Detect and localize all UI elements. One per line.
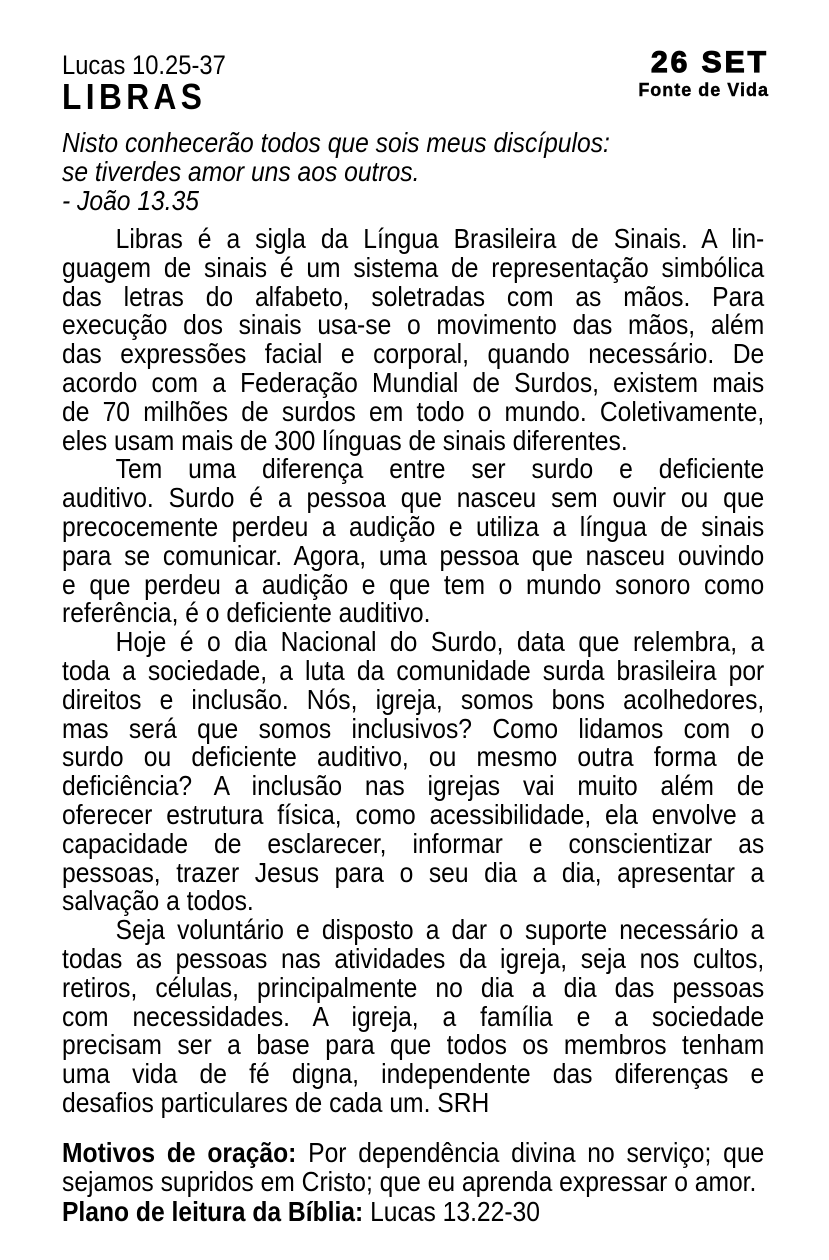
date-label: 26 SET bbox=[650, 46, 769, 79]
body-line: guagem de sinais é um sistema de representação simbólica bbox=[62, 251, 765, 283]
body-line: das expressões facial e corporal, quando necessário. De bbox=[62, 338, 765, 370]
footer-label: Plano de leitura da Bíblia: bbox=[62, 1195, 364, 1227]
body-line: surdo ou deficiente auditivo, ou mesmo outra forma de bbox=[62, 741, 765, 773]
body-line: mas será que somos inclusivos? Como lidamos com o bbox=[62, 712, 765, 744]
body-line: Seja voluntário e disposto a dar o suporte necessário a bbox=[115, 914, 765, 946]
epigraph-line: Nisto conhecerão todos que sois meus discípulos: bbox=[62, 127, 610, 158]
body-line: oferecer estrutura física, como acessibilidade, ela envolve a bbox=[62, 798, 765, 830]
body-line: precisam ser a base para que todos os membros tenham bbox=[62, 1029, 765, 1061]
paragraph bbox=[62, 916, 764, 1118]
body-line: uma vida de fé digna, independente das diferenças e bbox=[62, 1058, 765, 1090]
footer-block bbox=[62, 1138, 764, 1227]
footer-label: Motivos de oração: bbox=[62, 1136, 297, 1168]
body-line: toda a sociedade, a luta da comunidade surda brasileira por bbox=[62, 654, 765, 686]
page-title: LIBRAS bbox=[62, 76, 207, 117]
paragraph bbox=[62, 628, 764, 916]
body-line: precocemente perdeu a audição e utiliza a língua de sinais bbox=[62, 510, 765, 542]
body-line: auditivo. Surdo é a pessoa que nasceu sem ouvir ou que bbox=[62, 482, 765, 514]
paragraph bbox=[62, 455, 764, 628]
footer-text: sejamos supridos em Cristo; que eu aprenda expressar o amor. bbox=[62, 1166, 757, 1198]
text-column bbox=[62, 50, 764, 1226]
body-line: retiros, células, principalmente no dia a dia das pessoas bbox=[62, 971, 765, 1003]
footer-line bbox=[62, 1138, 764, 1168]
body-line: e que perdeu a audição e que tem o mundo sonoro como bbox=[62, 568, 765, 600]
body-line: eles usam mais de 300 línguas de sinais diferentes. bbox=[62, 424, 628, 456]
body-line: Tem uma diferença entre ser surdo e deficiente bbox=[115, 453, 765, 485]
scripture-reference: Lucas 10.25-37 bbox=[62, 50, 226, 80]
body-line: deficiência? A inclusão nas igrejas vai muito além de bbox=[62, 770, 765, 802]
footer-text: Lucas 13.22-30 bbox=[363, 1195, 540, 1227]
body-line: todas as pessoas nas atividades da igreja, seja nos cultos, bbox=[62, 942, 765, 974]
body-text bbox=[62, 225, 764, 1118]
footer-text: Por dependência divina no serviço; que bbox=[296, 1136, 765, 1168]
body-line: acordo com a Federação Mundial de Surdos, existem mais bbox=[62, 366, 765, 398]
body-line: com necessidades. A igreja, a família e a sociedade bbox=[62, 1000, 765, 1032]
body-line: execução dos sinais usa-se o movimento das mãos, além bbox=[62, 309, 765, 341]
epigraph-verse bbox=[62, 128, 764, 215]
body-line: para se comunicar. Agora, uma pessoa que nasceu ouvindo bbox=[62, 539, 765, 571]
footer-line bbox=[62, 1197, 764, 1227]
body-line: de 70 milhões de surdos em todo o mundo. Coletivamente, bbox=[62, 395, 765, 427]
brand-label: Fonte de Vida bbox=[638, 80, 769, 100]
paragraph bbox=[62, 225, 764, 455]
body-line: referência, é o deficiente auditivo. bbox=[62, 597, 431, 629]
body-line: salvação a todos. bbox=[62, 885, 254, 917]
body-line: das letras do alfabeto, soletradas com as mãos. Para bbox=[62, 280, 765, 312]
body-line: direitos e inclusão. Nós, igreja, somos bons acolhedores, bbox=[62, 683, 765, 715]
footer-line bbox=[62, 1167, 764, 1197]
body-line: capacidade de esclarecer, informar e conscientizar as bbox=[62, 827, 765, 859]
epigraph-line: se tiverdes amor uns aos outros. bbox=[62, 156, 420, 187]
body-line: Hoje é o dia Nacional do Surdo, data que relembra, a bbox=[115, 626, 765, 658]
body-line: pessoas, trazer Jesus para o seu dia a dia, apresentar a bbox=[62, 856, 765, 888]
body-line: Libras é a sigla da Língua Brasileira de Sinais. A lin- bbox=[115, 223, 765, 254]
epigraph-line: - João 13.35 bbox=[62, 185, 199, 216]
body-line: desafios particulares de cada um. SRH bbox=[62, 1086, 490, 1118]
